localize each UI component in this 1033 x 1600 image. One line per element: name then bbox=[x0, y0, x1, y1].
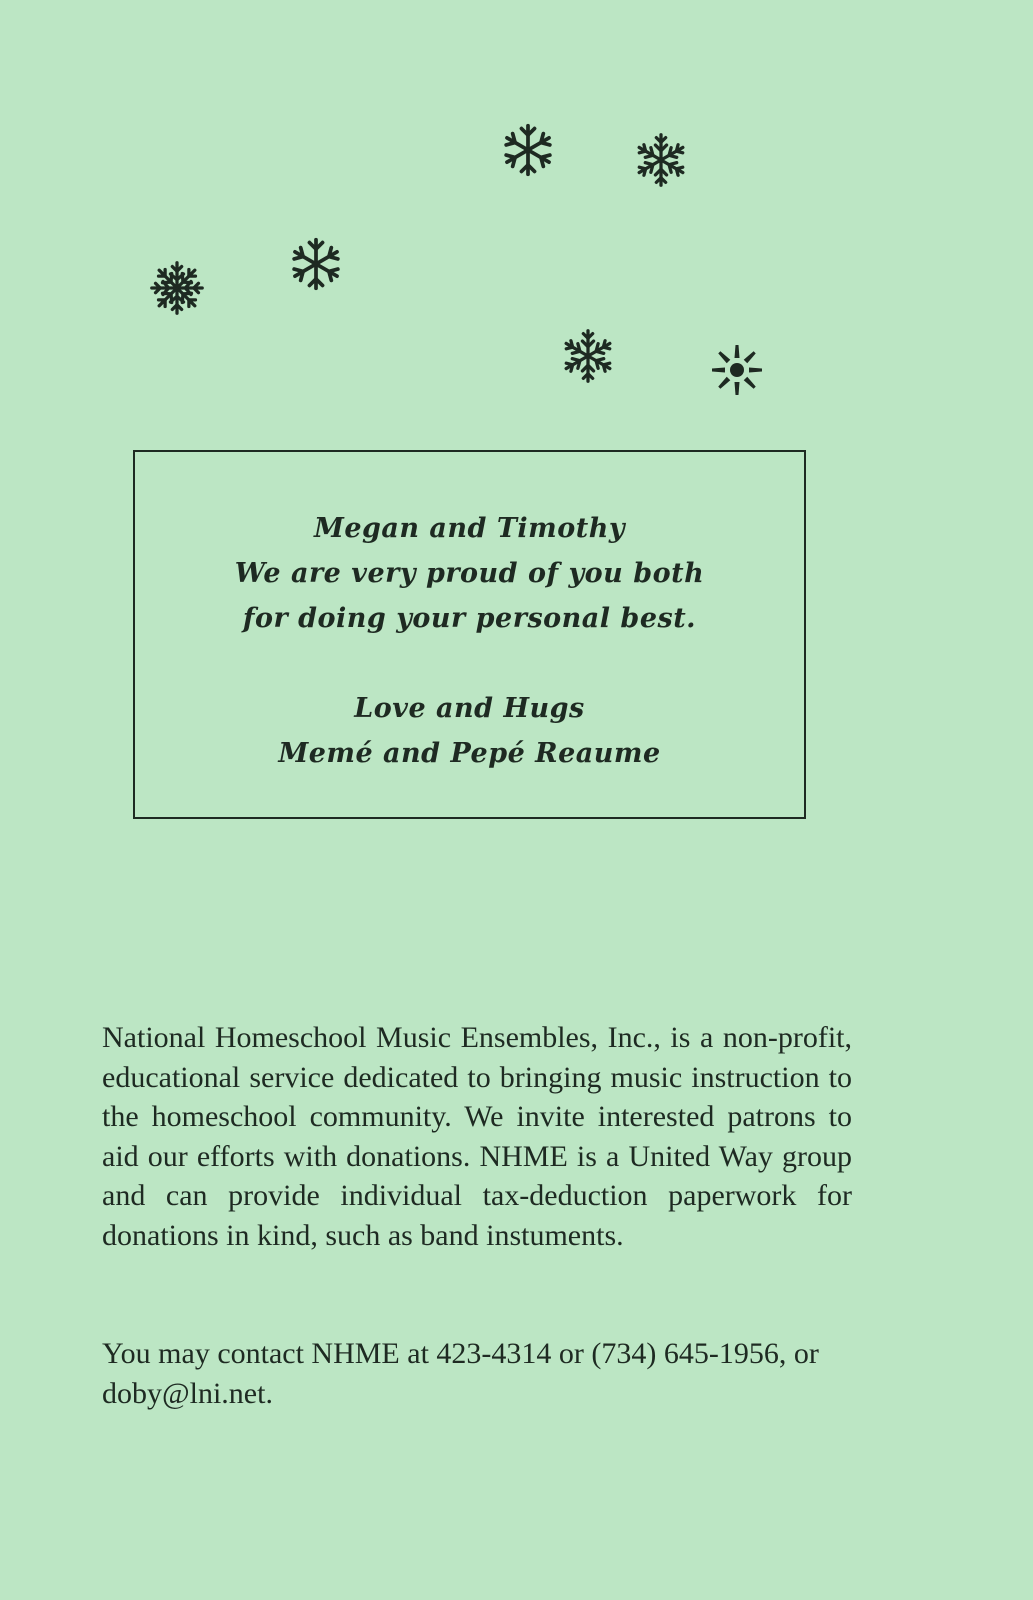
dedication-line: We are very proud of you both bbox=[234, 558, 705, 589]
dedication-signature: Memé and Pepé Reaume bbox=[278, 738, 661, 769]
snowflake-icon bbox=[288, 236, 344, 292]
dedication-box bbox=[133, 450, 806, 819]
dedication-line: for doing your personal best. bbox=[242, 603, 697, 634]
snowflake-icon bbox=[500, 122, 556, 178]
dedication-signoff: Love and Hugs bbox=[354, 693, 585, 724]
organization-description: National Homeschool Music Ensembles, Inc., is a non-profit, educational service dedicated to bringing music instruction to the homeschool community. We invite interested patrons to aid our efforts with donations. NHME is a United Way group and can provide individual tax-deduction paperwork for donations in kind, such as band instuments. bbox=[102, 1021, 852, 1252]
contact-info: You may contact NHME at 423-4314 or (734) 645-1956, or doby@lni.net. bbox=[102, 1337, 819, 1410]
sunburst-snowflake-icon bbox=[707, 340, 767, 400]
snowflake-icon bbox=[633, 132, 689, 188]
snowflake-icon bbox=[560, 328, 616, 384]
dedication-line: Megan and Timothy bbox=[313, 513, 626, 544]
snowflake-icon bbox=[149, 260, 205, 316]
